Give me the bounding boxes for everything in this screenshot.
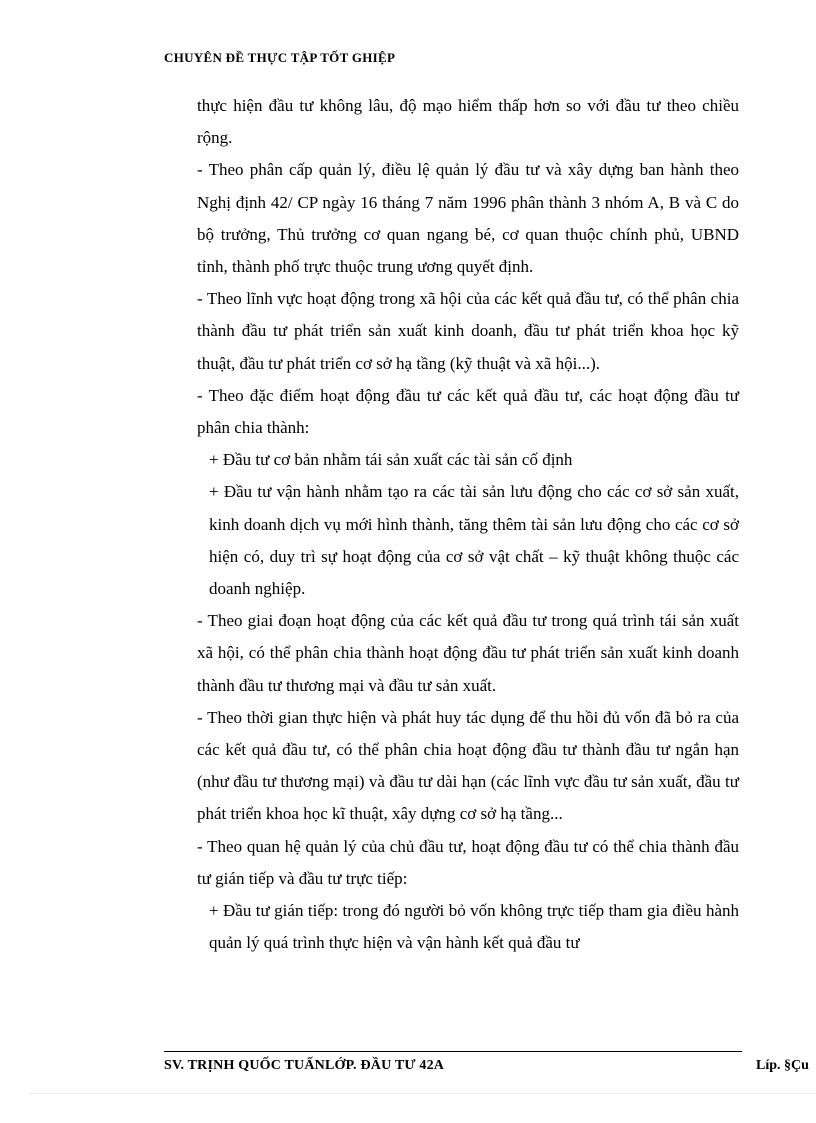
paragraph: - Theo đặc điểm hoạt động đầu tư các kết quả đầu tư, các hoạt động đầu tư phân chia thành: xyxy=(197,385,739,438)
sub-paragraph: + Đầu tư cơ bản nhằm tái sản xuất các tài sản cố định xyxy=(209,450,573,470)
paragraph: - Theo lĩnh vực hoạt động trong xã hội của các kết quả đầu tư, có thể phân chia thành đầu tư phát triển sản xuất kinh doanh, đầu tư phát triển khoa học kỹ thuật, đầu tư phát triển cơ sở hạ tầng (kỹ thuật và xã hội...). xyxy=(197,289,739,373)
footer-class-label: Líp. §Çu xyxy=(756,1058,809,1073)
page-bottom-border xyxy=(30,1093,816,1094)
footer-divider xyxy=(164,1051,742,1052)
sub-paragraph: + Đầu tư vận hành nhằm tạo ra các tài sản lưu động cho các cơ sở sản xuất, kinh doanh dịch vụ mới hình thành, tăng thêm tài sản lưu động cho các cơ sở hiện có, duy trì sự hoạt động của cơ sở vật chất – kỹ thuật không thuộc các doanh nghiệp. xyxy=(209,482,739,599)
paragraph: - Theo thời gian thực hiện và phát huy tác dụng để thu hồi đủ vốn đã bỏ ra của các kết quả đầu tư, có thể phân chia hoạt động đầu tư thành đầu tư ngắn hạn (như đầu tư thương mại) và đầu tư dài hạn (các lĩnh vực đầu tư sản xuất, đầu tư phát triển khoa học kĩ thuật, xây dựng cơ sở hạ tầng... xyxy=(197,707,739,824)
body-text xyxy=(197,90,739,959)
sub-paragraph: + Đầu tư gián tiếp: trong đó người bỏ vốn không trực tiếp tham gia điều hành quản lý quá trình thực hiện và vận hành kết quả đầu tư xyxy=(209,901,739,953)
paragraph: - Theo quan hệ quản lý của chủ đầu tư, hoạt động đầu tư có thể chia thành đầu tư gián tiếp và đầu tư trực tiếp: xyxy=(197,836,739,888)
footer-student-info: SV. TRỊNH QUỐC TUẤNLỚP. ĐẦU TƯ 42A xyxy=(164,1058,445,1073)
page-header-title: CHUYÊN ĐỀ THỰC TẬP TỐT GHIỆP xyxy=(164,50,396,65)
paragraph: - Theo giai đoạn hoạt động của các kết quả đầu tư trong quá trình tái sản xuất xã hội, có thể phân chia thành hoạt động đầu tư phát triển sản xuất kinh doanh thành đầu tư thương mại và đầu tư sản xuất. xyxy=(197,611,739,695)
paragraph: - Theo phân cấp quản lý, điều lệ quản lý đầu tư và xây dựng ban hành theo Nghị định 42/ CP ngày 16 tháng 7 năm 1996 phân thành 3 nhóm A, B và C do bộ trưởng, Thủ trưởng cơ quan ngang bé, cơ quan thuộc chính phủ, UBND tỉnh, thành phố trực thuộc trung ương quyết định. xyxy=(197,160,739,277)
paragraph: thực hiện đầu tư không lâu, độ mạo hiểm thấp hơn so với đầu tư theo chiều rộng. xyxy=(197,96,739,148)
